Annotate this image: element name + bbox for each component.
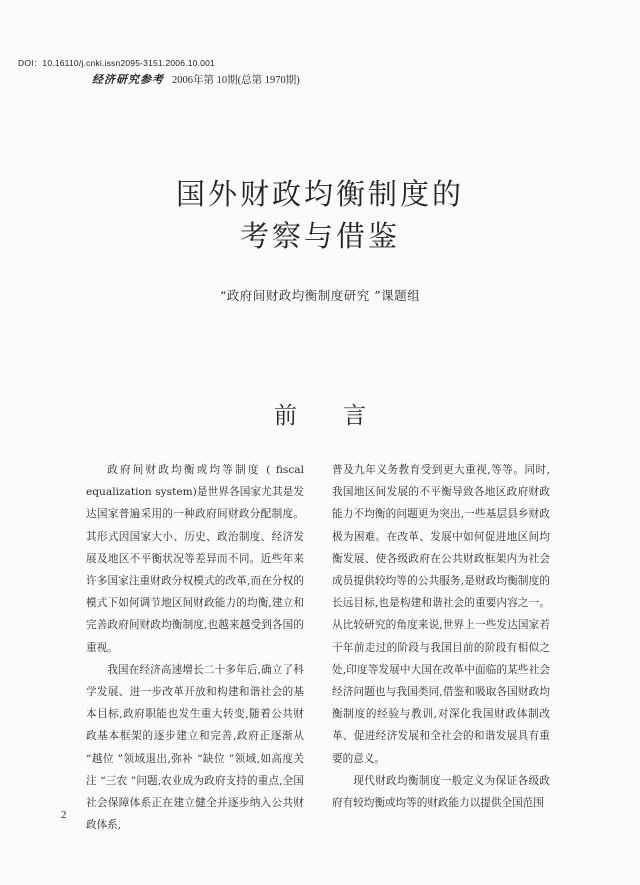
article-authors: “政府间财政均衡制度研究 ”课题组 [219, 288, 421, 303]
page-number: 2 [61, 809, 67, 821]
article-title-line-2: 考察与借鉴 [239, 219, 400, 253]
doi-line: DOI：10.16110/j.cnki.issn2095-3151.2006.10.001 [18, 58, 215, 68]
journal-name: 经济研究参考 [92, 73, 164, 86]
right-text-column [332, 459, 550, 814]
section-heading: 前言 [274, 403, 412, 429]
paragraph: 政府间财政均衡或均等制度 ( fiscal equalization system)是世界各国家尤其是发达国家普遍采用的一种政府间财政分配制度。其形式因国家大小、历史、政治制度、经济发展及地区不平衡状况等差异而不同。近些年来许多国家注重财政分权模式的改革,而在分权的模式下如何调节地区间财政能力的均衡,建立和完善政府间财政均衡制度,也越来越受到各国的重视。 [86, 464, 304, 654]
paragraph: 我国在经济高速增长二十多年后,确立了科学发展、进一步改革开放和构建和谐社会的基本目标,政府职能也发生重大转变,随着公共财政基本框架的逐步建立和完善,政府正逐渐从 “越位 ”领域退出,弥补 “缺位 ”领域,如高度关注 “三农 ”问题,农业成为政府支持的重点,全国社会保障体系正在建立健全并逐步纳入公共财政体系, [86, 663, 304, 832]
left-text-column [86, 459, 304, 836]
paragraph: 普及九年义务教育受到更大重视,等等。同时,我国地区间发展的不平衡导致各地区政府财政能力不均衡的问题更为突出,一些基层县乡财政极为困难。在改革、发展中如何促进地区间均衡发展、使各级政府在公共财政框架内为社会成员提供较均等的公共服务,是财政均衡制度的长远目标,也是构建和谐社会的重要内容之一。从比较研究的角度来说,世界上一些发达国家若干年前走过的阶段与我国目前的阶段有相似之处,印度等发展中大国在改革中面临的某些社会经济问题也与我国类同,借鉴和吸取各国财政均衡制度的经验与教训,对深化我国财政体制改革、促进经济发展和全社会的和谐发展具有重要的意义。 [332, 464, 550, 765]
paragraph: 现代财政均衡制度一般定义为保证各级政府有较均衡或均等的财政能力以提供全国范围 [332, 774, 550, 810]
issue-info: 2006年第 10期(总第 1970期) [172, 75, 300, 86]
article-title-line-1: 国外财政均衡制度的 [175, 177, 464, 211]
